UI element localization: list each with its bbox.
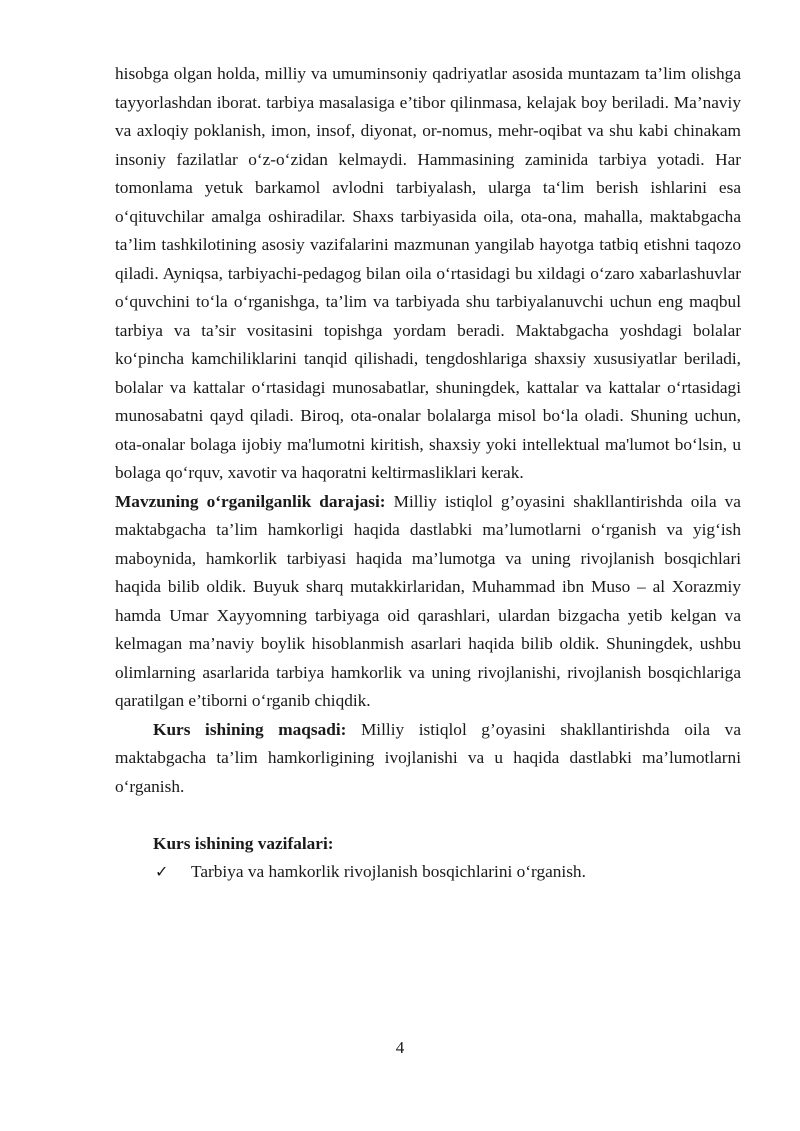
goal-heading: Kurs ishining maqsadi: — [153, 719, 347, 739]
intro-paragraph: hisobga olgan holda, milliy va umuminsoniy qadriyatlar asosida muntazam ta’lim olishga tayyorlashdan iborat. tarbiya masalasiga e’tibor qilinmasa, kelajak boy beriladi. Ma’naviy va axloqiy poklanish, imon, insof, diyonat, or-nomus, mehr-oqibat va shu kabi chinakam insoniy fazilatlar o‘z-o‘zidan kelmaydi. Hammasining zaminida tarbiya yotadi. Har tomonlama yetuk barkamol avlodni tarbiyalash, ularga ta‘lim berish ishlarini esa o‘qituvchilar amalga oshiradilar. Shaxs tarbiyasida oila, ota-ona, mahalla, maktabgacha ta’lim tashkilotining asosiy vazifalarini mazmunan yangilab hayotga tatbiq etishni taqozo qiladi. Ayniqsa, tarbiyachi-pedagog bilan oila o‘rtasidagi bu xildagi o‘zaro xabarlashuvlar o‘quvchini to‘la o‘rganishga, ta’lim va tarbiyada shu tarbiyalanuvchi uchun eng maqbul tarbiya va ta’sir vositasini topishga yordam beradi. Maktabgacha yoshdagi bolalar ko‘pincha kamchiliklarini tanqid qilishadi, tengdoshlariga shaxsiy xususiyatlar beriladi, bolalar va kattalar o‘rtasidagi munosabatlar, shuningdek, kattalar va kattalar o‘rtasidagi munosabatni qayd qiladi. Biroq, ota-onalar bolalarga misol bo‘la oladi. Shuning uchun, ota-onalar bolaga ijobiy ma'lumotni kiritish, shaxsiy yoki intellektual ma'lumot bo‘lsin, u bolaga qo‘rquv, xavotir va haqoratni keltirmasliklari kerak. — [115, 64, 741, 482]
tasks-heading: Kurs ishining vazifalari: — [153, 833, 334, 853]
document-page — [115, 60, 741, 887]
goal-paragraph — [115, 716, 741, 802]
goal-text: Milliy istiqlol g’oyasini shakllantirishda oila va maktabgacha ta’lim hamkorligining ivojlanishi va u haqida dastlabki ma’lumotlarni o‘rganish. — [115, 719, 741, 796]
study-level-heading: Mavzuning o‘rganilganlik darajasi: — [115, 491, 386, 511]
task-list-item — [115, 858, 741, 887]
study-level-text: Milliy istiqlol g’oyasini shakllantirishda oila va maktabgacha ta’lim hamkorligi haqida dastlabki ma’lumotlarni o‘rganish va yig‘ish maboynida, hamkorlik tarbiyasi haqida ma’lumotga va uning rivojlanish bosqichlari haqida bilib oldik. Buyuk sharq mutakkirlaridan, Muhammad ibn Muso – al Xorazmiy hamda Umar Xayyomning tarbiyaga oid qarashlari, ulardan bizgacha yetib kelgan va kelmagan ma’naviy boylik hisoblanmish asarlari haqida bilib oldik. Shuningdek, ushbu olimlarning asarlarida tarbiya hamkorlik va uning rivojlanishi, rivojlanish bosqichlariga qaratilgan e’tiborni o‘rganib chiqdik. — [115, 491, 741, 710]
page-number: 4 — [395, 1038, 405, 1057]
checkmark-icon: ✓ — [155, 862, 169, 881]
spacer — [115, 801, 741, 830]
study-level-paragraph — [115, 488, 741, 716]
task-text: Tarbiya va hamkorlik rivojlanish bosqichlarini o‘rganish. — [191, 862, 586, 881]
